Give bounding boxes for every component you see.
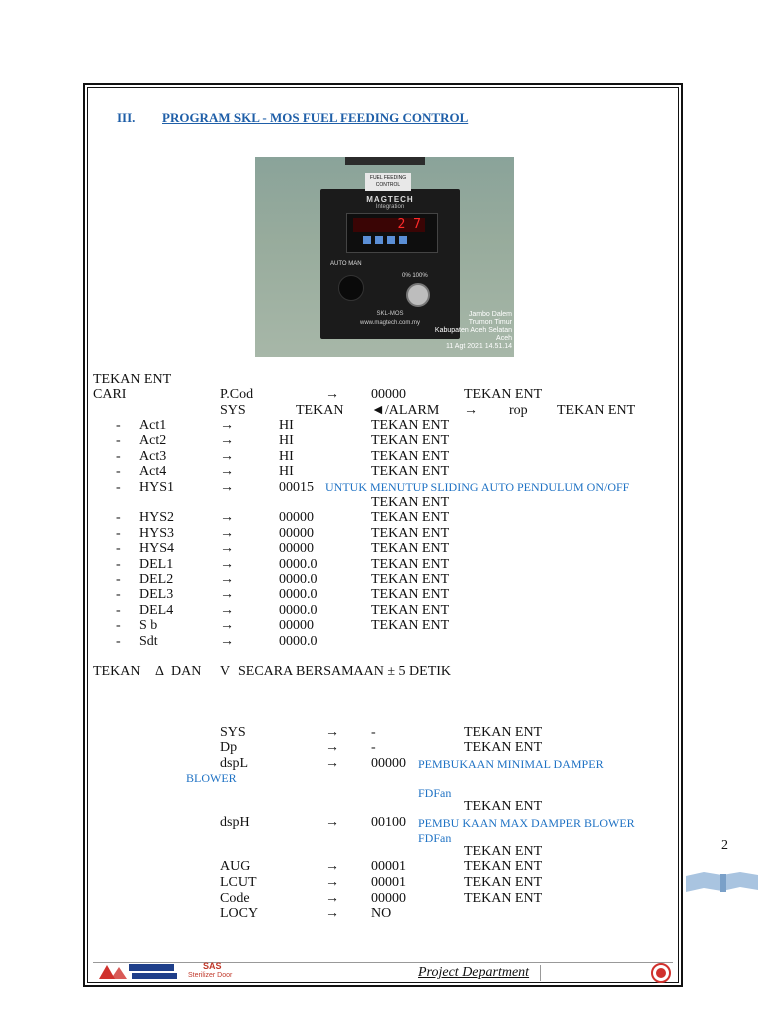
- sys2-name: SYS: [220, 725, 246, 740]
- param-action: TEKAN ENT: [371, 557, 450, 572]
- param-value: 0000.0: [279, 634, 318, 649]
- param-name: HYS2: [139, 510, 175, 525]
- param-dash: -: [116, 510, 121, 525]
- footer-separator: [540, 965, 541, 981]
- param-name: Act4: [139, 464, 167, 479]
- stamp-line: Kabupaten Aceh Selatan: [434, 327, 512, 334]
- stamp-line: Aceh: [496, 335, 512, 342]
- aug-name: AUG: [220, 859, 251, 874]
- controller-photo: [255, 157, 514, 357]
- dsph-action: TEKAN ENT: [464, 844, 543, 859]
- section-number: III.: [117, 110, 136, 125]
- param-name: Act1: [139, 418, 167, 433]
- dsph-name: dspH: [220, 815, 250, 830]
- dp-action: TEKAN ENT: [464, 740, 543, 755]
- pcod-value: 00000: [371, 387, 406, 402]
- arrow-icon: →: [325, 725, 339, 740]
- cari-label: CARI: [93, 387, 127, 402]
- param-value: 00000: [279, 541, 314, 556]
- sys-tekan: TEKAN: [296, 403, 344, 418]
- sys-rop: rop: [509, 403, 528, 418]
- arrow-icon: →: [220, 603, 234, 618]
- lcut-action: TEKAN ENT: [464, 875, 543, 890]
- param-action: TEKAN ENT: [371, 587, 450, 602]
- chicago-blower-logo-icon: [97, 961, 182, 981]
- arrow-icon: →: [220, 587, 234, 602]
- param-name: DEL3: [139, 587, 174, 602]
- dspl-name: dspL: [220, 756, 248, 771]
- param-action: TEKAN ENT: [371, 464, 450, 479]
- param-value: 0000.0: [279, 557, 318, 572]
- arrow-icon: →: [325, 756, 339, 771]
- controller-key-4: [399, 236, 407, 244]
- sas-sub-label: Sterilizer Door: [188, 972, 233, 979]
- arrow-icon: →: [220, 433, 234, 448]
- arrow-icon: →: [220, 557, 234, 572]
- param-dash: -: [116, 541, 121, 556]
- param-action: TEKAN ENT: [371, 572, 450, 587]
- hys1-note: UNTUK MENUTUP SLIDING AUTO PENDULUM ON/OFF: [325, 480, 630, 494]
- sys-name: SYS: [220, 403, 246, 418]
- param-name: Sdt: [139, 634, 158, 649]
- arrow-icon: →: [220, 510, 234, 525]
- param-dash: -: [116, 464, 121, 479]
- footer-department: Project Department: [418, 965, 530, 980]
- page-number: 2: [721, 838, 728, 853]
- photo-top-bar: [345, 157, 425, 165]
- dspl-note-cont: BLOWER: [186, 771, 237, 785]
- brand-name: MAGTECH: [366, 195, 414, 204]
- arrow-icon: →: [325, 891, 339, 906]
- selector-switch-icon: [338, 275, 364, 301]
- param-value: HI: [279, 433, 294, 448]
- param-action: TEKAN ENT: [371, 418, 450, 433]
- param-dash: -: [116, 557, 121, 572]
- pcod-action: TEKAN ENT: [464, 387, 543, 402]
- section-title: PROGRAM SKL - MOS FUEL FEEDING CONTROL: [162, 110, 469, 125]
- photo-stamp: [435, 311, 512, 351]
- param-value: 0000.0: [279, 572, 318, 587]
- stamp-line: 11 Agt 2021 14.51.14: [445, 343, 512, 350]
- param-dash: -: [116, 587, 121, 602]
- arrow-icon: →: [220, 480, 234, 495]
- dp-value: -: [371, 740, 376, 755]
- arrow-icon: →: [220, 541, 234, 556]
- combo-dan: DAN: [171, 664, 202, 679]
- param-value: HI: [279, 464, 294, 479]
- code-name: Code: [220, 891, 250, 906]
- dsph-note: PEMBU KAAN MAX DAMPER BLOWER: [418, 816, 635, 830]
- code-action: TEKAN ENT: [464, 891, 543, 906]
- arrow-icon: →: [464, 403, 478, 418]
- aug-action: TEKAN ENT: [464, 859, 543, 874]
- param-name: DEL1: [139, 557, 174, 572]
- sys-action: TEKAN ENT: [557, 403, 636, 418]
- param-action: TEKAN ENT: [371, 603, 450, 618]
- param-value: HI: [279, 418, 294, 433]
- param-value: 00000: [279, 510, 314, 525]
- param-name: DEL4: [139, 603, 174, 618]
- sys-alarm-key: ◄/ALARM: [371, 403, 440, 418]
- param-action: TEKAN ENT: [371, 541, 450, 556]
- combo-instruction: SECARA BERSAMAAN ± 5 DETIK: [238, 664, 452, 679]
- param-action: TEKAN ENT: [371, 618, 450, 633]
- certification-badge-icon: [651, 963, 671, 983]
- code-value: 00000: [371, 891, 406, 906]
- param-dash: -: [116, 603, 121, 618]
- website-label: www.magtech.com.my: [359, 320, 420, 326]
- combo-tekan: TEKAN: [93, 664, 141, 679]
- param-name: HYS3: [139, 526, 175, 541]
- model-label: SKL-MOS: [376, 311, 404, 317]
- param-name: S b: [139, 618, 158, 633]
- param-dash: -: [116, 634, 121, 649]
- param-value: 00015: [279, 480, 314, 495]
- sys2-value: -: [371, 725, 376, 740]
- param-value: 0000.0: [279, 603, 318, 618]
- param-value: 0000.0: [279, 587, 318, 602]
- param-dash: -: [116, 480, 121, 495]
- param-name: Act2: [139, 433, 167, 448]
- v-key-icon: V: [220, 664, 231, 679]
- panel-label: FUEL FEEDING CONTROL: [365, 173, 411, 191]
- controller-key-1: [363, 236, 371, 244]
- decorative-ribbon-icon: [686, 870, 758, 894]
- pcod-name: P.Cod: [220, 387, 254, 402]
- knob-labels: 0% 100%: [402, 273, 428, 279]
- param-dash: -: [116, 449, 121, 464]
- dp-name: Dp: [220, 740, 238, 755]
- arrow-icon: →: [325, 815, 339, 830]
- arrow-icon: →: [220, 572, 234, 587]
- hys1-action: TEKAN ENT: [371, 495, 450, 510]
- param-name: Act3: [139, 449, 167, 464]
- param-value: HI: [279, 449, 294, 464]
- param-dash: -: [116, 526, 121, 541]
- arrow-icon: →: [220, 634, 234, 649]
- param-name: DEL2: [139, 572, 174, 587]
- arrow-icon: →: [220, 526, 234, 541]
- arrow-icon: →: [220, 618, 234, 633]
- param-dash: -: [116, 418, 121, 433]
- arrow-icon: →: [325, 740, 339, 755]
- dspl-action: TEKAN ENT: [464, 799, 543, 814]
- locy-name: LOCY: [220, 906, 259, 921]
- param-dash: -: [116, 618, 121, 633]
- controller-key-2: [375, 236, 383, 244]
- stamp-line: Jambo Dalem: [468, 311, 512, 318]
- selector-labels: AUTO MAN: [330, 261, 362, 267]
- locy-value: NO: [371, 906, 392, 921]
- arrow-icon: →: [325, 875, 339, 890]
- param-action: TEKAN ENT: [371, 510, 450, 525]
- arrow-icon: →: [220, 418, 234, 433]
- dsph-note-fdfan: FDFan: [418, 831, 452, 845]
- stamp-line: Trumon Timur: [468, 319, 512, 326]
- brand-sub: Integration: [375, 204, 405, 210]
- lcut-name: LCUT: [220, 875, 257, 890]
- param-action: TEKAN ENT: [371, 526, 450, 541]
- param-name: HYS4: [139, 541, 175, 556]
- lcut-value: 00001: [371, 875, 406, 890]
- sys2-action: TEKAN ENT: [464, 725, 543, 740]
- param-action: TEKAN ENT: [371, 449, 450, 464]
- param-value: 00000: [279, 526, 314, 541]
- controller-key-3: [387, 236, 395, 244]
- led-readout: 2 7: [353, 218, 425, 232]
- dsph-value: 00100: [371, 815, 406, 830]
- param-dash: -: [116, 572, 121, 587]
- dspl-note: PEMBUKAAN MINIMAL DAMPER: [418, 757, 604, 771]
- display-unit: [346, 213, 438, 253]
- param-action: TEKAN ENT: [371, 433, 450, 448]
- arrow-icon: →: [325, 906, 339, 921]
- dspl-note-fdfan: FDFan: [418, 786, 452, 800]
- arrow-icon: →: [325, 387, 339, 402]
- param-value: 00000: [279, 618, 314, 633]
- sas-label: SAS: [203, 961, 222, 971]
- aug-value: 00001: [371, 859, 406, 874]
- arrow-icon: →: [220, 449, 234, 464]
- potentiometer-knob-icon: [406, 283, 430, 307]
- dspl-value: 00000: [371, 756, 406, 771]
- param-name: HYS1: [139, 480, 175, 495]
- arrow-icon: →: [220, 464, 234, 479]
- arrow-icon: →: [325, 859, 339, 874]
- param-dash: -: [116, 433, 121, 448]
- delta-key-icon: Δ: [155, 664, 165, 679]
- tekan-ent-instruction: TEKAN ENT: [93, 372, 172, 387]
